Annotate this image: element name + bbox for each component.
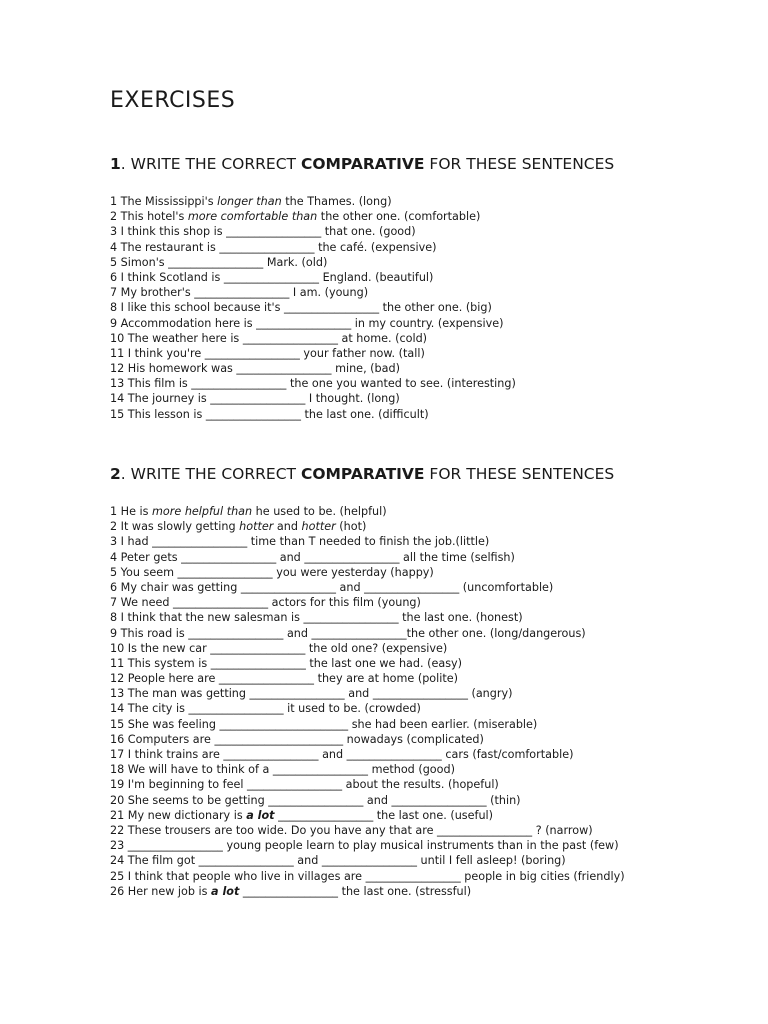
exercise-text: 14 The journey is _________________ I thought. (long) (110, 392, 400, 406)
exercise-text: 1 He is (110, 505, 153, 518)
exercise-text: 3 I had _________________ time than T needed to finish the job.(little) (110, 535, 490, 549)
exercise-text: 6 I think Scotland is _________________ England. (beautiful) (110, 270, 434, 284)
page-title: EXERCISES (110, 88, 236, 113)
section-2-exercise-list (110, 504, 625, 899)
exercise-text: 4 Peter gets _________________ and _________________ all the time (selfish) (110, 550, 515, 564)
exercise-item (110, 519, 625, 534)
example-answer: a lot (211, 884, 240, 898)
exercise-text: the Thames. (long) (281, 195, 392, 208)
example-answer: more helpful than (152, 505, 253, 518)
exercise-item (110, 595, 625, 610)
exercise-text: 26 Her new job is (110, 884, 212, 898)
exercise-item (110, 550, 625, 565)
exercise-item (110, 823, 625, 838)
exercise-text: 14 The city is _________________ it used to be. (crowded) (110, 702, 421, 716)
exercise-text: 8 I like this school because it's _________________ the other one. (big) (110, 301, 492, 315)
exercise-text: 19 I'm beginning to feel _________________ about the results. (hopeful) (110, 778, 499, 792)
heading-text: FOR THESE SENTENCES (424, 155, 615, 173)
exercise-item (110, 777, 625, 792)
heading-text: . WRITE THE CORRECT (120, 155, 301, 173)
exercise-item (110, 376, 516, 391)
section-number: 2 (110, 465, 121, 483)
exercise-item (110, 732, 625, 747)
exercise-item (110, 869, 625, 884)
example-answer: longer than (217, 195, 282, 208)
exercise-text: 2 It was slowly getting (110, 520, 240, 534)
exercise-text: 6 My chair was getting _________________ and _________________ (uncomfortable) (110, 580, 554, 594)
exercise-item (110, 194, 516, 209)
heading-text: FOR THESE SENTENCES (424, 465, 615, 483)
exercise-item (110, 762, 625, 777)
exercise-text: 12 His homework was _________________ mine, (bad) (110, 362, 400, 376)
exercise-text: 12 People here are _________________ they are at home (polite) (110, 672, 458, 686)
exercise-text: 8 I think that the new salesman is _________________ the last one. (honest) (110, 611, 523, 625)
exercise-item (110, 270, 516, 285)
exercise-text: he used to be. (helpful) (252, 505, 387, 518)
exercise-item (110, 504, 625, 519)
exercise-text: 3 I think this shop is _________________ that one. (good) (110, 225, 416, 239)
exercise-text: 7 My brother's _________________ I am. (young) (110, 286, 369, 300)
exercise-text: 1 The Mississippi's (110, 195, 218, 208)
section-1-exercise-list (110, 194, 516, 422)
exercise-item (110, 610, 625, 625)
exercise-text: 17 I think trains are _________________ and _________________ cars (fast/comfortable) (110, 748, 574, 761)
exercise-text: 23 _________________ young people learn to play musical instruments than in the past (few) (110, 839, 619, 853)
section-1-heading (110, 155, 614, 173)
exercise-text: 2 This hotel's (110, 210, 188, 224)
exercise-text: 20 She seems to be getting _________________ and _________________ (thin) (110, 793, 521, 807)
section-2-heading (110, 465, 614, 483)
exercise-text: 11 I think you're _________________ your father now. (tall) (110, 346, 425, 360)
exercise-text: 5 You seem _________________ you were yesterday (happy) (110, 565, 434, 579)
exercise-item (110, 686, 625, 701)
exercise-item (110, 255, 516, 270)
exercise-text: 15 This lesson is _________________ the last one. (difficult) (110, 407, 429, 421)
exercise-text: 7 We need _________________ actors for this film (young) (110, 596, 421, 610)
exercise-item (110, 224, 516, 239)
exercise-text: 10 Is the new car _________________ the old one? (expensive) (110, 641, 448, 655)
exercise-item (110, 300, 516, 315)
exercise-text: and (273, 520, 302, 534)
section-number: 1 (110, 155, 121, 173)
exercise-text: 18 We will have to think of a _________________ method (good) (110, 763, 455, 777)
exercise-item (110, 240, 516, 255)
exercise-item (110, 747, 625, 762)
exercise-text: 9 This road is _________________ and _________________the other one. (long/dangerous) (110, 626, 586, 640)
exercise-item (110, 565, 625, 580)
exercise-item (110, 346, 516, 361)
exercise-item (110, 671, 625, 686)
exercise-text: 13 The man was getting _________________ and _________________ (angry) (110, 687, 513, 701)
example-answer: a lot (246, 808, 275, 822)
exercise-item (110, 641, 625, 656)
exercise-item (110, 626, 625, 641)
exercise-text: 15 She was feeling _______________________ she had been earlier. (miserable) (110, 717, 538, 731)
exercise-text: 9 Accommodation here is _________________ in my country. (expensive) (110, 316, 504, 330)
exercise-item (110, 316, 516, 331)
exercise-text: 5 Simon's _________________ Mark. (old) (110, 255, 328, 269)
heading-keyword: COMPARATIVE (300, 155, 425, 173)
heading-keyword: COMPARATIVE (300, 465, 425, 483)
exercise-text: 16 Computers are _______________________ nowadays (complicated) (110, 732, 484, 746)
exercise-item (110, 407, 516, 422)
exercise-text: 22 These trousers are too wide. Do you have any that are _________________ ? (narrow) (110, 823, 593, 837)
exercise-item (110, 808, 625, 823)
exercise-text: 21 My new dictionary is (110, 808, 247, 822)
exercise-text: 11 This system is _________________ the last one we had. (easy) (110, 656, 463, 670)
exercise-text: 13 This film is _________________ the one you wanted to see. (interesting) (110, 377, 516, 391)
exercise-item (110, 331, 516, 346)
example-answer: more comfortable than (187, 210, 318, 224)
exercise-text: 24 The film got _________________ and _________________ until I fell asleep! (boring) (110, 854, 566, 868)
exercise-item (110, 391, 516, 406)
example-answer: hotter (301, 520, 336, 534)
exercise-text: the other one. (comfortable) (317, 210, 481, 224)
exercise-item (110, 580, 625, 595)
exercise-item (110, 793, 625, 808)
exercise-text: _________________ the last one. (stressful) (239, 884, 472, 898)
example-answer: hotter (239, 520, 274, 534)
exercise-text: _________________ the last one. (useful) (274, 808, 494, 822)
exercise-item (110, 656, 625, 671)
exercise-item (110, 884, 625, 899)
exercise-item (110, 361, 516, 376)
exercise-text: 10 The weather here is _________________ at home. (cold) (110, 331, 428, 345)
exercise-item (110, 717, 625, 732)
exercise-item (110, 838, 625, 853)
exercise-text: 4 The restaurant is _________________ the café. (expensive) (110, 240, 437, 254)
exercise-item (110, 853, 625, 868)
exercise-item (110, 534, 625, 549)
heading-text: . WRITE THE CORRECT (120, 465, 301, 483)
exercise-item (110, 285, 516, 300)
exercise-item (110, 209, 516, 224)
exercise-item (110, 701, 625, 716)
exercise-text: 25 I think that people who live in villages are _________________ people in big cities (friendly) (110, 869, 625, 883)
exercise-text: (hot) (335, 520, 367, 534)
